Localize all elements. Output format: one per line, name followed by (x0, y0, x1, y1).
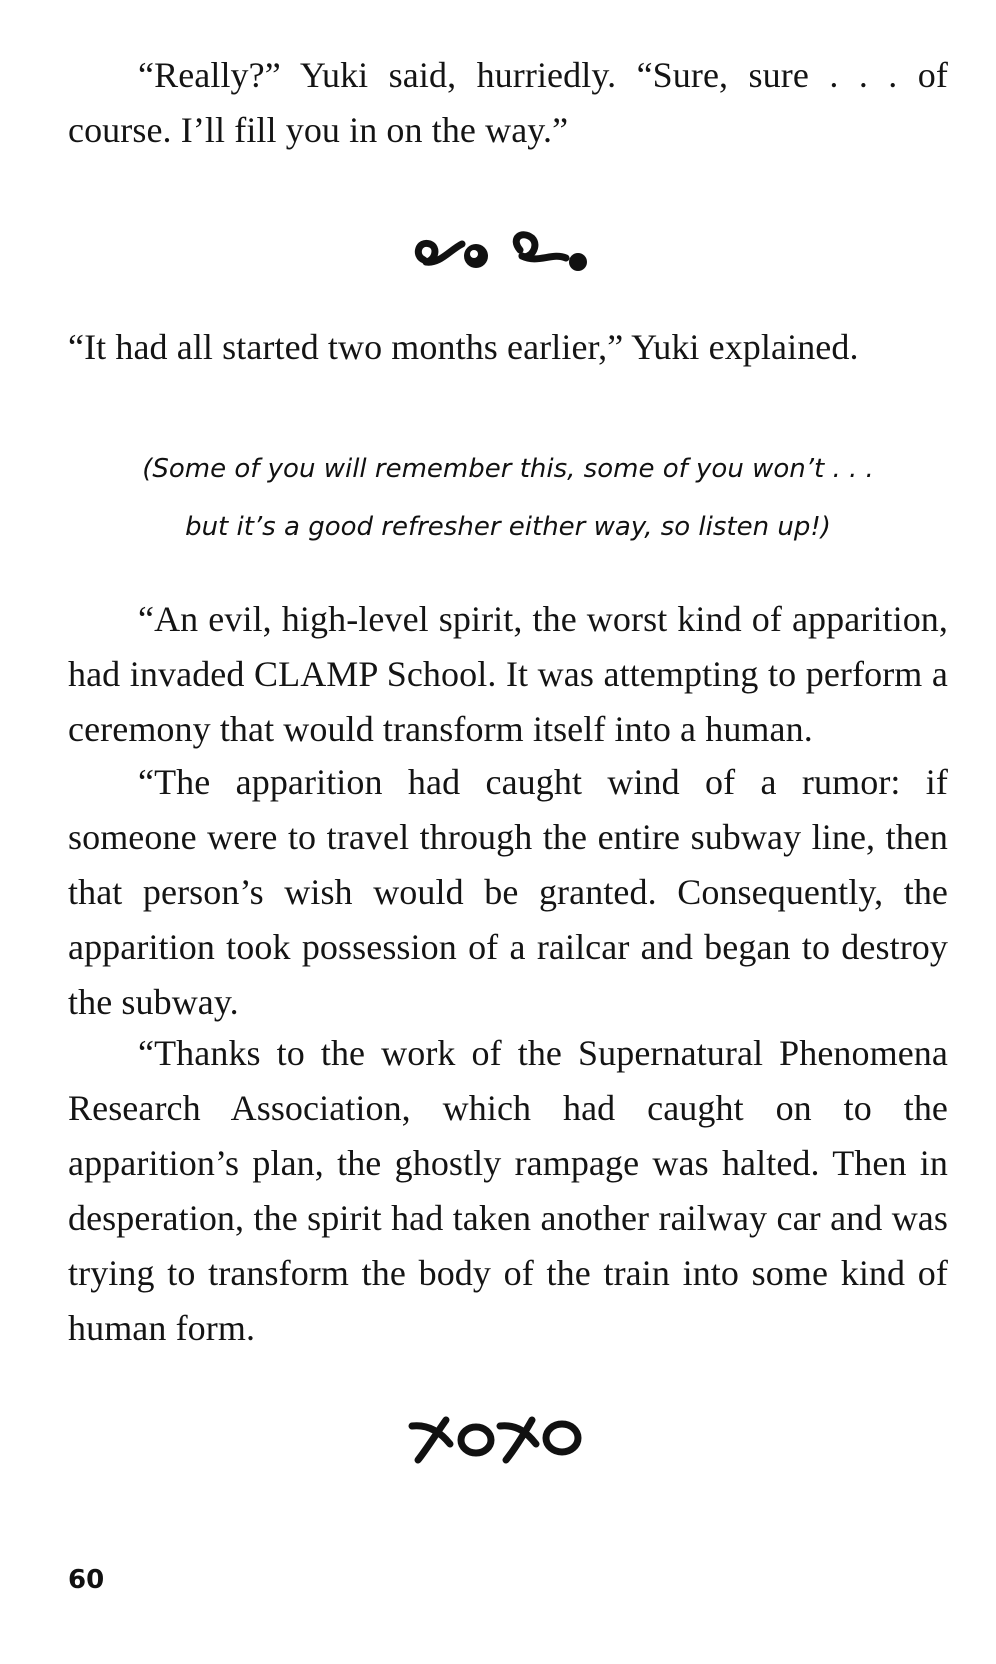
aside-line-2: but it’s a good refresher either way, so listen up!) (185, 512, 831, 542)
page-number: 60 (68, 1565, 105, 1595)
paragraph-thanks: “Thanks to the work of the Supernatural Phenomena Research Association, which had caught on to the apparition’s plan, the ghostly rampage was halted. Then in desperation, the spirit had taken another railway car and was trying to transform the body of the train into some kind of human form. (68, 1033, 948, 1348)
paragraph-started: “It had all started two months earlier,” Yuki explained. (68, 327, 859, 367)
xoxo-signature-logo (406, 1400, 586, 1466)
swirl-divider-ornament (410, 220, 606, 280)
paragraph-really: “Really?” Yuki said, hurriedly. “Sure, sure . . . of course. I’ll fill you in on the way.” (68, 55, 948, 150)
aside-line-1: (Some of you will remember this, some of you won’t . . . (142, 454, 874, 484)
paragraph-rumor: “The apparition had caught wind of a rumor: if someone were to travel through the entire subway line, then that person’s wish would be granted. Consequently, the apparition took possession of a railcar and began to destroy the subway. (68, 762, 948, 1022)
paragraph-evil-spirit: “An evil, high-level spirit, the worst kind of apparition, had invaded CLAMP School. It was attempting to perform a ceremony that would transform itself into a human. (68, 599, 948, 749)
handwritten-aside (80, 440, 936, 556)
